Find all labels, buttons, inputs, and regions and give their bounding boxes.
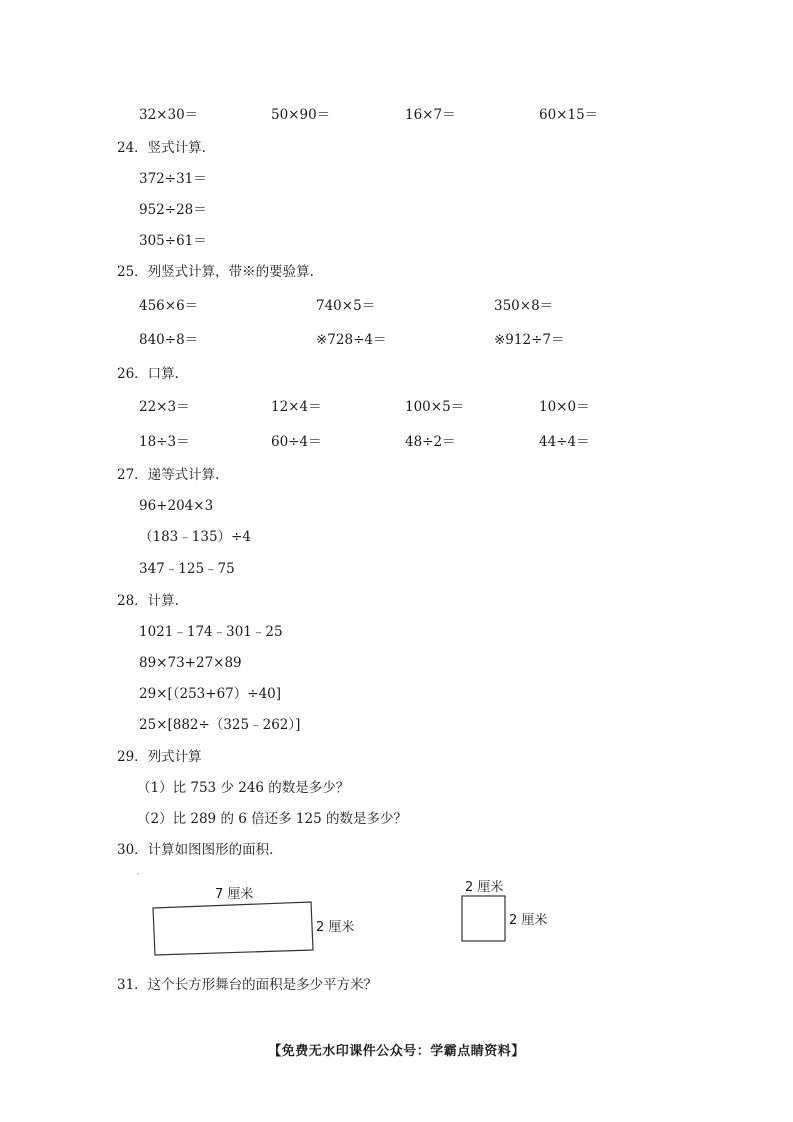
question-29-title: 29．列式计算 xyxy=(117,749,202,765)
calc-item: 60×15＝ xyxy=(539,107,599,123)
calc-item: 22×3＝ xyxy=(139,399,190,415)
sub-question: （2）比 289 的 6 倍还多 125 的数是多少？ xyxy=(137,811,407,827)
calc-item: 89×73+27×89 xyxy=(139,655,242,671)
question-26-title: 26．口算. xyxy=(117,366,179,382)
calc-item: 456×6＝ xyxy=(139,298,199,314)
calc-item: 29×[（253+67）÷40] xyxy=(139,686,282,702)
square-figure xyxy=(455,874,565,949)
calc-item: 50×90＝ xyxy=(271,107,331,123)
calc-item: 305÷61＝ xyxy=(139,233,207,249)
calc-item: ※728÷4＝ xyxy=(316,332,387,348)
question-24-title: 24．竖式计算. xyxy=(117,140,206,156)
calc-item: （183﹣135）÷4 xyxy=(139,529,251,545)
calc-item: 740×5＝ xyxy=(316,298,376,314)
question-30-title: 30．计算如图图形的面积. xyxy=(117,842,274,858)
calc-item: ※912÷7＝ xyxy=(494,332,565,348)
calc-item: 16×7＝ xyxy=(405,107,456,123)
square-side-label: 2 厘米 xyxy=(509,913,548,928)
rect-height-label: 2 厘米 xyxy=(316,920,355,935)
calc-item: 60÷4＝ xyxy=(271,434,322,450)
calc-item: 952÷28＝ xyxy=(139,202,207,218)
calc-item: 18÷3＝ xyxy=(139,434,190,450)
question-31-title: 31．这个长方形舞台的面积是多少平方米？ xyxy=(117,977,378,993)
calc-item: 1021﹣174﹣301﹣25 xyxy=(139,624,283,640)
rectangle-figure xyxy=(135,872,375,962)
calc-item: 32×30＝ xyxy=(139,107,199,123)
calc-item: 10×0＝ xyxy=(539,399,590,415)
calc-item: 96+204×3 xyxy=(139,498,214,514)
footer-note: 【免费无水印课件公众号：学霸点睛资料】 xyxy=(268,1044,525,1059)
calc-item: 25×[882÷（325﹣262）] xyxy=(139,717,301,733)
calc-item: 100×5＝ xyxy=(405,399,465,415)
square-top-label: 2 厘米 xyxy=(465,880,504,895)
rect-width-label: 7 厘米 xyxy=(215,887,254,902)
question-28-title: 28．计算. xyxy=(117,593,179,609)
sub-question: （1）比 753 少 246 的数是多少？ xyxy=(137,780,350,796)
calc-item: 48÷2＝ xyxy=(405,434,456,450)
calc-item: 372÷31＝ xyxy=(139,171,207,187)
calc-item: 840÷8＝ xyxy=(139,332,199,348)
question-25-title: 25．列竖式计算，带※的要验算. xyxy=(117,264,314,280)
calc-item: 347﹣125﹣75 xyxy=(139,561,235,577)
calc-item: 350×8＝ xyxy=(494,298,554,314)
calc-item: 12×4＝ xyxy=(271,399,322,415)
question-27-title: 27．递等式计算. xyxy=(117,467,220,483)
calc-item: 44÷4＝ xyxy=(539,434,590,450)
